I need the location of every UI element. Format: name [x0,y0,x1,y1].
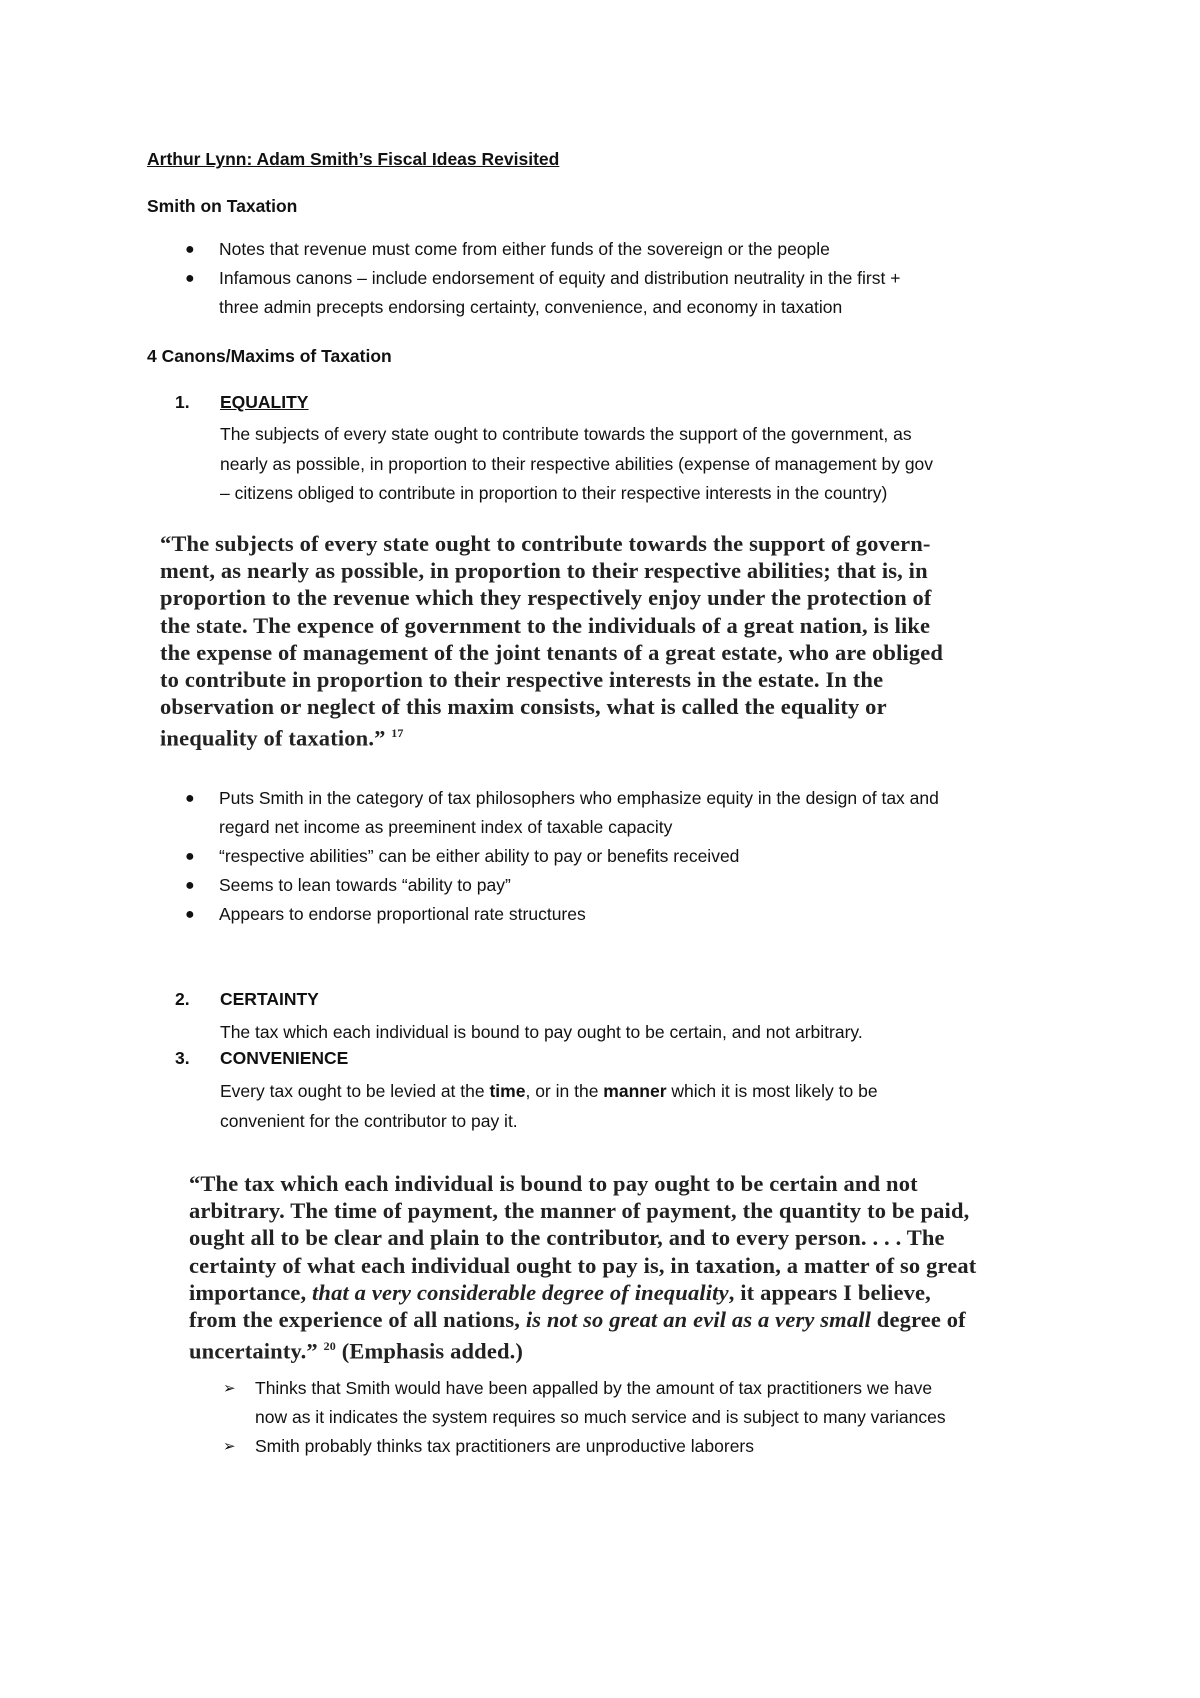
canon-description-equality: The subjects of every state ought to contribute towards the support of the government, as nearly as possible, in proportion to their respective abilities (expense of management by gov – citizens obliged to contribute in proportion to their respective interests in the country) [220,424,934,503]
list-item: ● “respective abilities” can be either ability to pay or benefits received [147,842,1107,871]
list-item: ● Appears to endorse proportional rate structures [147,900,1107,929]
list-item-continuation: now as it indicates the system requires so much service and is subject to many variances [255,1407,946,1427]
footnote-marker: 20 [323,1339,336,1354]
footnote-marker: 17 [391,726,404,741]
item-number: 3. [175,1048,190,1068]
list-item-continuation: regard net income as preeminent index of taxable capacity [219,817,673,837]
section-heading-canons: 4 Canons/Maxims of Taxation [147,346,392,366]
canon-label-convenience: CONVENIENCE [220,1048,349,1068]
item-number: 2. [175,989,190,1009]
arrow-bullet-icon: ➢ [223,1438,236,1455]
list-item: ● Seems to lean towards “ability to pay” [147,871,1107,900]
section-heading-smith-on-taxation: Smith on Taxation [147,196,298,216]
bullet-icon: ● [185,877,195,894]
canon-label-equality: EQUALITY [220,392,309,412]
bullet-icon: ● [185,848,195,865]
quote-certainty: “The tax which each individual is bound to pay ought to be certain and not arbitrary. The time of payment, the manner of payment, the quantity to be paid, ought all to be clear and plain to the contributor, and to every person. . . . The certainty of what each individual ought to pay is, in taxation, a matter of so great importance, that a very considerable degree of inequality, it appears I believe, from the experience of all nations, is not so great an evil as a very small degree of uncertainty.” $^{20}$ (Emphasis added.) [189,1171,977,1364]
list-item-continuation: three admin precepts endorsing certainty, convenience, and economy in taxation [219,297,843,317]
list-item: ● Notes that revenue must come from either funds of the sovereign or the people [147,235,1107,264]
list-item: ➢ Smith probably thinks tax practitioners are unproductive laborers [183,1432,1103,1461]
document-title: Arthur Lynn: Adam Smith’s Fiscal Ideas Revisited [147,149,560,169]
list-item: ● Infamous canons – include endorsement of equity and distribution neutrality in the first + [147,264,1107,293]
list-item: ● Puts Smith in the category of tax philosophers who emphasize equity in the design of tax and [147,784,1107,813]
taxation-bullet-list [147,235,1107,322]
bullet-icon: ● [185,241,195,258]
equality-bullet-list [147,784,1107,929]
quote-equality: “The subjects of every state ought to contribute towards the support of govern- ment, as nearly as possible, in proportion to their respective abilities; that is, in proportion to the revenue which they respectively enjoy under the protection of the state. The expence of government to the individuals of a great nation, is like the expense of management of the joint tenants of a great estate, who are obliged to contribute in proportion to their respective interests in the estate. In the observation or neglect of this maxim consists, what is called the equality or inequality of taxation.” $^{17}$ [160,531,944,751]
canon-description-certainty: The tax which each individual is bound to pay ought to be certain, and not arbitrary. [220,1022,863,1042]
item-number: 1. [175,392,190,412]
arrow-bullet-icon: ➢ [223,1380,236,1397]
bullet-icon: ● [185,270,195,287]
bullet-icon: ● [185,906,195,923]
canon-description-convenience: Every tax ought to be levied at the time, or in the manner which it is most likely to be convenient for the contributor to pay it. [220,1081,878,1131]
list-item: ➢ Thinks that Smith would have been appalled by the amount of tax practitioners we have [183,1374,1103,1403]
bullet-icon: ● [185,790,195,807]
arrow-bullet-list [183,1374,1103,1461]
canon-label-certainty: CERTAINTY [220,989,319,1009]
